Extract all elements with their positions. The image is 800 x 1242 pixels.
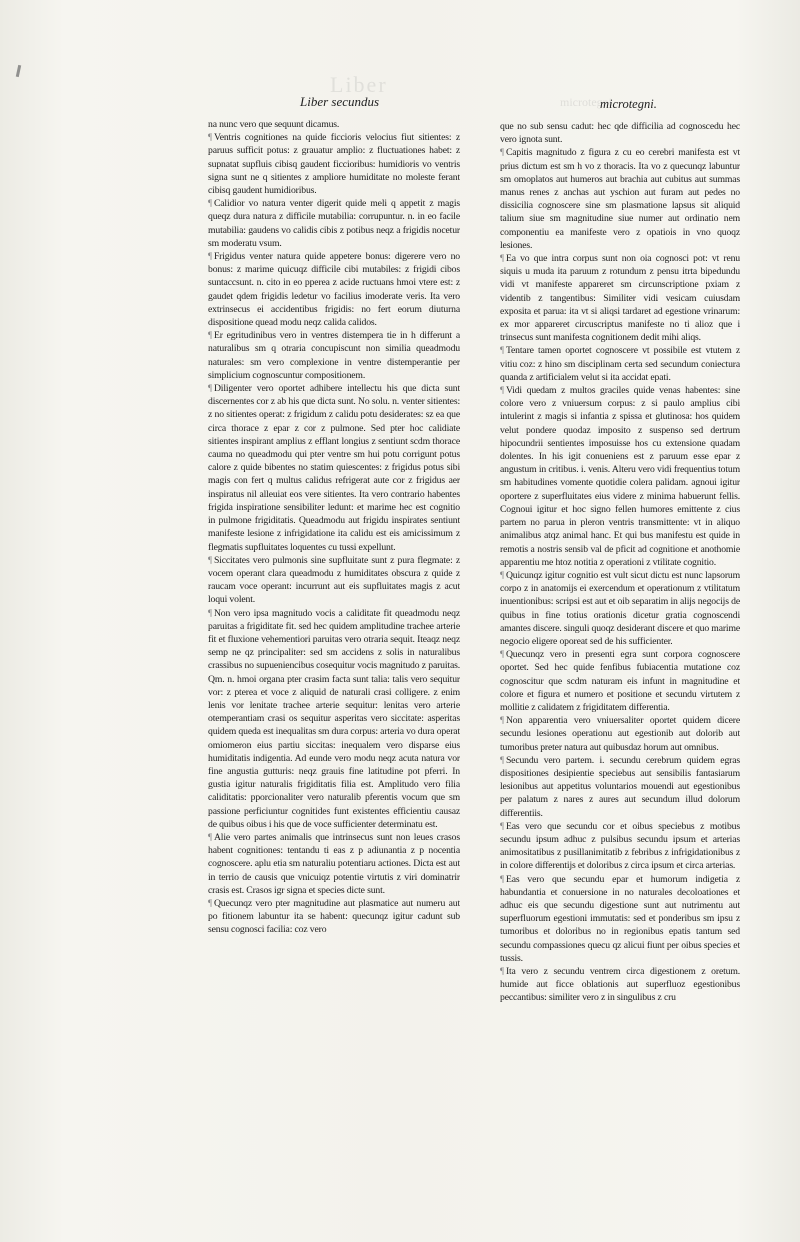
paragraph: que no sub sensu cadut: hec qde difficilia ad cognoscedu hec vero ignota sunt. [500,121,740,146]
paragraph: ¶ Frigidus venter natura quide appetere bonus: digerere vero no bonus: z marime quicuqz difficile cibi mutabiles: z frigidi cibos suntaccsunt. n. cito in eo pperea z acide ructuans hmoi vtere est: z gaudet qdem frigidis ledetur vo facilius imoderate veris. Ita vero extrinsecus ei accidentibus frigidis: no fert eorum diuturna dispositione quead modu neqz calida calidos. [208,250,460,329]
paragraph: ¶ Capitis magnitudo z figura z cu eo cerebri manifesta est vt prius dictum est sm h vo z thoracis. Ita vo z quecunqz labuntur sm omoplatos aut humeros aut brachia aut cubitus aut summas manus renes z anchas aut yschion aut furam aut pedes no dissicilia cognoscere sine sm plasmatione lapsus sit aliquid talium siue sm magnitudine siue numer aut ordinatio nem componentiu ea manifeste vero z opatiois in vno quoqz lesiones. [500,146,740,252]
paragraph: ¶ Er egritudinibus vero in ventres distempera tie in h differunt a naturalibus sm q otraria concupiscunt non similia queadmodu naturales: sm vero complexione in ventre distemperantie per simplicium cognoscuntur compositionem. [208,329,460,382]
paragraph: ¶ Non apparentia vero vniuersaliter oportet quidem dicere secundu lesiones operationu aut egestionib aut dolorib aut tumoribus preter natura aut quibusdaz horum aut omnibus. [500,714,740,754]
paragraph: ¶ Secundu vero partem. i. secundu cerebrum quidem egras dispositiones desipientie speciebus aut sensibilis fantasiarum lesionibus aut appetitus voluntarios mouendi aut egestionibus per palatum z nares z aures aut secundum illud dolorum differentiis. [500,754,740,820]
paragraph: ¶ Vidi quedam z multos graciles quide venas habentes: sine colore vero z vniuersum corpus: z si paulo amplius cibi intulerint z magis si infantia z spissa et glutinosa: hos quidem velut pondere quodaz imposito z suspenso sed dertrum hipocundrii sentientes imposuisse hos cu extensione quadam dolentes. In his igit conueniens est z paruum esse epar z angustum in critibus. i. venis. Alteru vero vidi frequentius totum sm habitudines vomente quotidie colera palidam. agnoui igitur oportere z superfluitates eius videre z minima habuerunt fellis. Cognoui igitur et hoc signo fellen humores emittente z cius partem no parua in pleron ventris transmittente: vt in aliquo animalibus atqz animal hanc. Et qui bus manifestu est quide in remotis a nostris sensib val de pficit ad cognitione et anothomie apparentiu me htoz notitia z operationi z vtilitate cognitio. [500,384,740,569]
right-text-column [500,120,740,1032]
ink-smudge [16,65,21,77]
running-head-left: Liber secundus [300,94,380,109]
paragraph: ¶ Diligenter vero oportet adhibere intellectu his que dicta sunt discernentes cor z ab his que dicta sunt. No solu. n. venter sitientes: z no sitientes operat: z frigidum z calidu potu desiderates: sz ea que circa thorace z epar z cor z pulmone. Sed pter hoc calidiate sitientes inspirant amplius z efflant longius z sentiunt scdm thorace cauma no queadmodu qui pter ventre sm hui potu corrigunt potus calore z quide bibentes no statim quiescentes: z frigidus potus sibi magis con fert q multus calidus refrigerat aute cor z frigidus aer inspiratus nil alleuiat eos vere sitientes. Ita vero contrario habentes frigida inspiratione sensibiliter ledunt: et marime hec est cognitio in pulmone frigiditatis. Queadmodu aut frigidu inspirates sentiunt manifeste lesione z infrigidatione ita calidu est eis amicissimum z flegmatis supfluitates loquentes cu tussi expellunt. [208,382,460,554]
paragraph: ¶ Alie vero partes animalis que intrinsecus sunt non leues crasos habent cognitiones: tentandu ti eas z p adiunantia z p nocentia cognoscere. aplu etia sm naturaliu potentiaru actiones. Dicta est aut in terrio de causis que vnicuiqz potentie virtutis z viri dominatrir crasis est. Crasos igr signa et species dicte sunt. [208,831,460,897]
paragraph: ¶ Eas vero que secundu cor et oibus speciebus z motibus secundu ipsum adhuc z pulsibus secundu ipsum et arterias animositatibus z pusillanimitatib z febribus z infrigidationibus z in colore differentijs et doloribus z circa ipsum et circa arterias. [500,820,740,873]
paragraph: ¶ Quecunqz vero in presenti egra sunt corpora cognoscere oportet. Sed hec quide fenfibus fubiacentia mutatione coz cognoscitur que scdm naturam eis infunt in magnitudine et colore et figura et numero et positione et secundu virtutem z mollitie z calidatem z frigiditatem differentia. [500,648,740,714]
paragraph: ¶ Quicunqz igitur cognitio est vult sicut dictu est nunc lapsorum corpo z in anatomijs ei exercendum et operationum z vtilitatum inuentionibus: scripsi est aut et oib separatim in alijs negocijs de quibus in fine totius orationis dicetur gratia cognoscendi amantes discere. singuli quoqz desiderant discere et quo marime negocio eligere oporeat sed de his sufficienter. [500,569,740,648]
paragraph: ¶ Eas vero que secundu epar et humorum indigetia z habundantia et conuersione in no naturales decoloationes et adhuc eis que secundu digestione sunt aut nutrimentu aut superfluorum egestioni immutatis: sed et ponderibus sm ipsu z tumoribus et doloribus no in regionibus epatis tantum sed secundu compassiones quecu qz alicui fiunt per oibus species et tussis. [500,873,740,965]
left-text-column [208,118,460,1006]
paragraph: ¶ Tentare tamen oportet cognoscere vt possibile est vtutem z vitiu coz: z hino sm disciplinam certa sed secundum coniectura quanda z artificialem velut si ita accidat epati. [500,344,740,384]
bleed-through-heading-right: microtegni [560,95,612,109]
paragraph: ¶ Quecunqz vero pter magnitudine aut plasmatice aut numeru aut po fitionem labuntur ita se habent: quecunqz igitur cadunt sub sensu cognosci facilia: coz vero [208,897,460,937]
paragraph: ¶ Ventris cognitiones na quide ficcioris velocius fiut sitientes: z paruus sufficit potus: z grauatur amplio: z fluctuationes habet: z supnatat supfluis cibisq gaudent ficcioribus: humidioris vo ventris signa sunt ne q sitientes z ampliore humiditate no moleste ferant cibisq gaudent humidioribus. [208,131,460,197]
paragraph: ¶ Calidior vo natura venter digerit quide meli q appetit z magis queqz dura natura z difficile mutabilia: corrupuntur. n. in eo facile mutabilia: gaudens vo calidis cibis z potibus neqz a frigidis nocetur sm moderatu vsum. [208,197,460,250]
paragraph: ¶ Ita vero z secundu ventrem circa digestionem z oretum. humide aut ficce oblationis aut superfluoz egestionibus peccantibus: similiter vero z in singulibus z cru [500,965,740,1005]
paragraph: ¶ Ea vo que intra corpus sunt non oia cognosci pot: vt renu siquis u muda ita paruum z rotundum z pensu itrta bipedundu vidi vt manifeste appareret sm circunscriptione pxiam z videntib z tangentibus: Similiter vidi vesicam cuiusdam exposita et parua: ita vt si aliqsi tardaret ad egestione vrinarum: ex mor appareret circuscriptus manifeste no ti alioz que i trinsecus sunt manifesta cognitionem dedit mihi aliqs. [500,252,740,344]
bleed-through-heading: Liber [330,72,388,97]
paragraph: ¶ Siccitates vero pulmonis sine supfluitate sunt z pura flegmate: z vocem operant clara queadmodu z humiditates obscura z quide z raucam voce operant: incurrunt aut eis supfluitates magis z acut loqui volent. [208,554,460,607]
paragraph: ¶ Non vero ipsa magnitudo vocis a caliditate fit queadmodu neqz paruitas a frigiditate fit. sed hec quidem amplitudine trachee arterie fit et fluxione vehementiori paruitas vero otraria sequit. Iteaqz neqz semp ne qz principaliter: sed sm accidens z solis in naturalibus crassibus no supueniencibus cosequitur vocis magnitudo z paruitas. Qm. n. hmoi organa pter crasim facta sunt talia: talis vero sequitur vor: z pterea et voce z aliquid de naturali crasi colligere. z enim lenis vor lenitate trachee arterie sequitur: lenitas vero arterie otemperantiam crasi os sequitur asperitas vero siccitate: asperitas quidem queda est inequalitas sm dura corpus: arteria vo dura operat omiomeron eius partiu siccitas: inequalem vero disparse eius humiditatis indigentia. Ad eunde vero modu neqz acuta natura vor fine angustia gutturis: neqz grauis fine latitudine pot pferri. In gustia igitur naturalis frigiditatis filia est. Amplitudo vero filia caliditatis: pporcionaliter vero naturalib pferentis vocum que sm passione perficiuntur cognitides funt existentes efficientiu causaz de quibus oibus i his que de voce sufficienter determinatu est. [208,607,460,831]
running-head-right: microtegni. [600,97,657,111]
paragraph: na nunc vero que sequunt dicamus. [208,119,340,130]
